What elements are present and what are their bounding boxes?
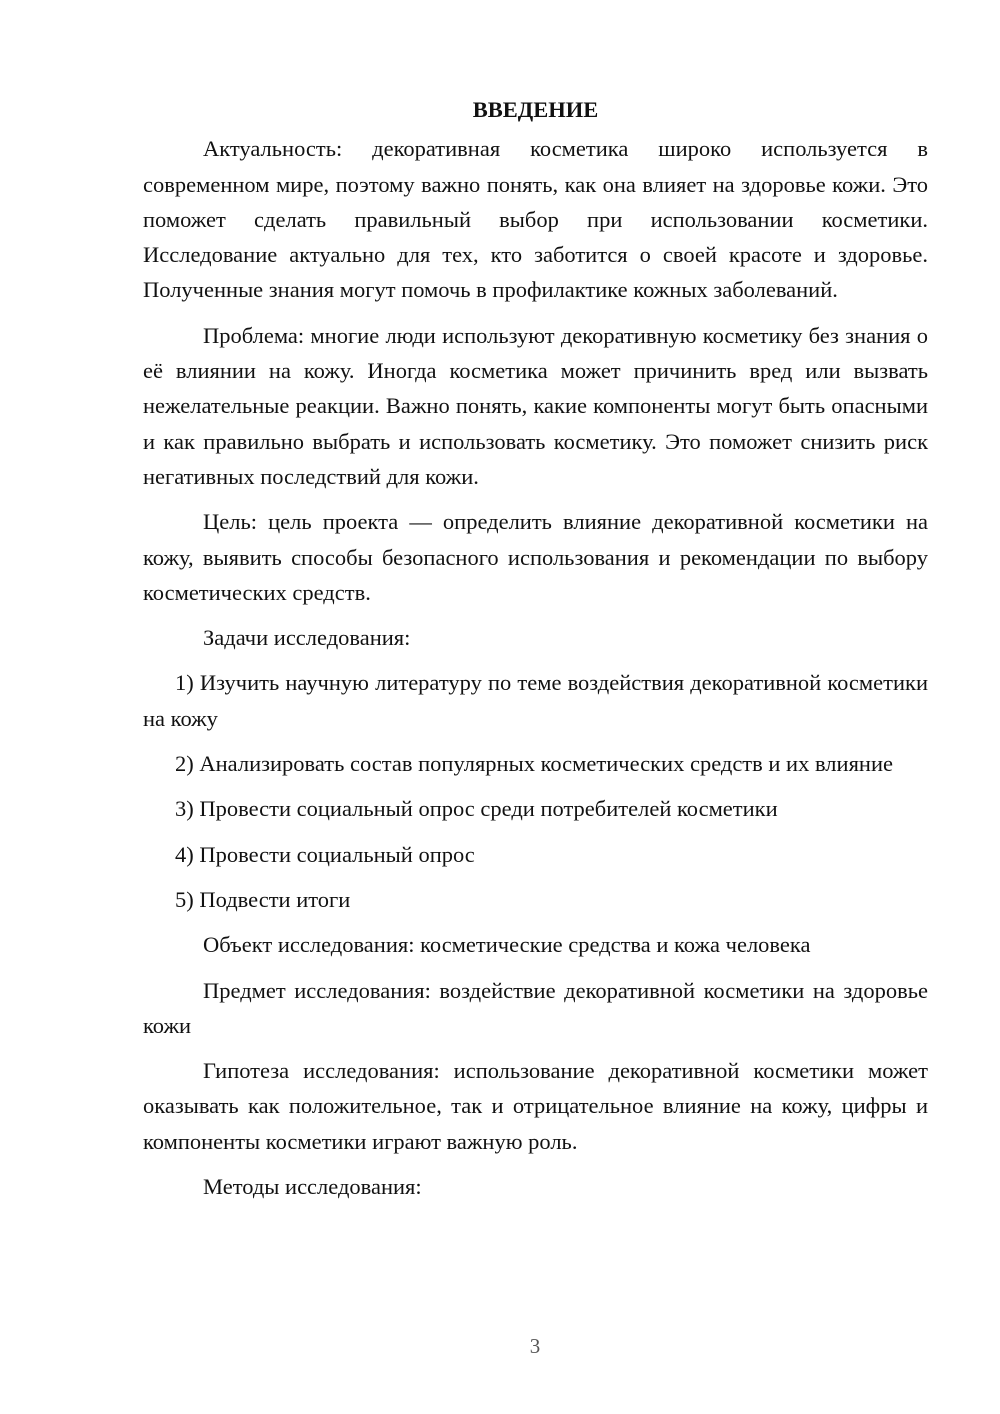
paragraph-subject: Предмет исследования: воздействие декоративной косметики на здоровье кожи	[143, 977, 928, 1038]
task-item-2: 2) Анализировать состав популярных косметических средств и их влияние	[175, 751, 893, 777]
task-item-5: 5) Подвести итоги	[175, 886, 351, 912]
paragraph-hypothesis: Гипотеза исследования: использование декоративной косметики может оказывать как положительное, так и отрицательное влияние на кожу, цифры и компоненты косметики играют важную роль.	[143, 1058, 928, 1154]
task-item-1: 1) Изучить научную литературу по теме воздействия декоративной косметики на кожу	[143, 670, 928, 731]
document-page	[143, 92, 928, 1214]
paragraph-object: Объект исследования: косметические средства и кожа человека	[203, 932, 811, 958]
paragraph-relevance: Актуальность: декоративная косметика широко используется в современном мире, поэтому важно понять, как она влияет на здоровье кожи. Это поможет сделать правильный выбор при использовании косметики. Исследование актуально для тех, кто заботится о своей красоте и здоровье. Полученные знания могут помочь в профилактике кожных заболеваний.	[143, 136, 928, 303]
task-item-3: 3) Провести социальный опрос среди потребителей косметики	[175, 796, 778, 822]
paragraph-methods: Методы исследования:	[203, 1174, 422, 1200]
page-number: 3	[529, 1334, 541, 1358]
paragraph-goal: Цель: цель проекта — определить влияние декоративной косметики на кожу, выявить способы безопасного использования и рекомендации по выбору косметических средств.	[143, 509, 928, 605]
section-title: ВВЕДЕНИЕ	[472, 97, 599, 122]
paragraph-problem: Проблема: многие люди используют декоративную косметику без знания о её влиянии на кожу. Иногда косметика может причинить вред или вызвать нежелательные реакции. Важно понять, какие компоненты могут быть опасными и как правильно выбрать и использовать косметику. Это поможет снизить риск негативных последствий для кожи.	[143, 322, 928, 489]
paragraph-tasks-heading: Задачи исследования:	[203, 625, 411, 651]
task-item-4: 4) Провести социальный опрос	[175, 841, 475, 867]
